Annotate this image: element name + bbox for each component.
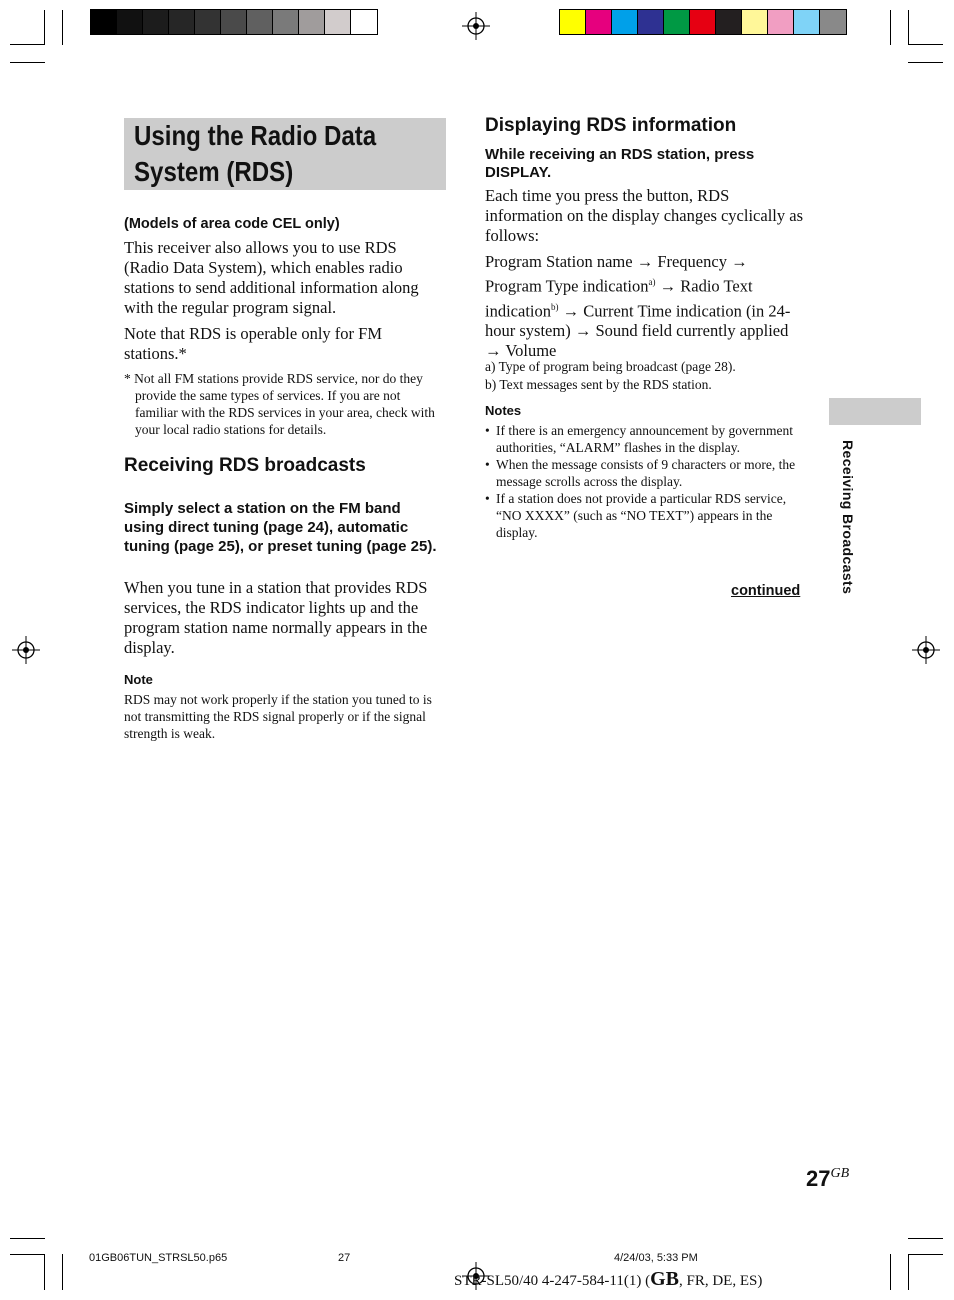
color-swatch [325, 10, 351, 34]
color-swatch [638, 10, 664, 34]
color-swatch [221, 10, 247, 34]
color-swatch [742, 10, 768, 34]
color-swatch [91, 10, 117, 34]
instruction-step-right: While receiving an RDS station, press DISPLAY. [485, 146, 755, 181]
footer-filename: 01GB06TUN_STRSL50.p65 [89, 1252, 228, 1264]
color-swatch [560, 10, 586, 34]
page-title: Using the Radio Data System (RDS) [134, 120, 377, 187]
footnote-b: b) Text messages sent by the RDS station. [485, 377, 712, 392]
color-swatch [690, 10, 716, 34]
chapter-label: Receiving Broadcasts [840, 440, 856, 595]
color-swatch [169, 10, 195, 34]
color-swatch [273, 10, 299, 34]
color-swatch [612, 10, 638, 34]
intro-paragraph: This receiver also allows you to use RDS (Radio Data System), which enables radio stations to send additional information along with the regular program signal. [124, 238, 419, 317]
grayscale-bar [90, 9, 378, 35]
body-paragraph: When you tune in a station that provides RDS services, the RDS indicator lights up and the program station name normally appears in the display. [124, 578, 428, 657]
color-swatch [664, 10, 690, 34]
color-swatch [117, 10, 143, 34]
section-heading: Receiving RDS broadcasts [124, 455, 366, 476]
color-swatch [195, 10, 221, 34]
color-swatch [351, 10, 377, 34]
color-swatch [299, 10, 325, 34]
page-number: 27GB [806, 1166, 850, 1191]
color-swatch [794, 10, 820, 34]
color-swatch [586, 10, 612, 34]
footnote: * Not all FM stations provide RDS service, nor do they provide the same types of services. If you are not familiar with the RDS services in your area, check with your local radio stations for details. [124, 371, 435, 437]
section-title-box [124, 118, 446, 190]
note-heading: Note [124, 672, 153, 687]
color-swatch [820, 10, 846, 34]
footer-page: 27 [338, 1252, 351, 1264]
footer-datetime: 4/24/03, 5:33 PM [614, 1252, 698, 1264]
side-tab [829, 398, 921, 425]
instruction-step: Simply select a station on the FM band using direct tuning (page 24), automatic tuning (page 25), or preset tuning (page 25). [124, 500, 437, 555]
note-text: RDS may not work properly if the station you tuned to is not transmitting the RDS signal properly or if the signal strength is weak. [124, 692, 432, 741]
color-swatch [768, 10, 794, 34]
note-item: • If a station does not provide a particular RDS service, “NO XXXX” (such as “NO TEXT”) appears in the display. [485, 490, 807, 541]
notes-heading: Notes [485, 403, 522, 418]
note-item: • When the message consists of 9 characters or more, the message scrolls across the display. [485, 456, 807, 490]
footnote-a: a) Type of program being broadcast (page 28). [485, 359, 736, 374]
color-swatch [247, 10, 273, 34]
section-heading-right: Displaying RDS information [485, 115, 737, 136]
footer-model: STR-SL50/40 4-247-584-11(1) (GB, FR, DE, ES) [454, 1268, 763, 1290]
color-swatch [716, 10, 742, 34]
registration-crosshair-icon [912, 636, 940, 664]
rds-cycle-sequence: Program Station name → Frequency → Program Type indication$^{a)}$ → Radio Text indication$^{b)}$ → Current Time indication (in 24-hour system) → Sound field currently applied → Volume [485, 252, 791, 360]
color-bar [559, 9, 847, 35]
color-swatch [143, 10, 169, 34]
continued-label: continued [731, 583, 801, 599]
notes-list [485, 422, 807, 541]
intro-note-paragraph: Note that RDS is operable only for FM stations.* [124, 324, 383, 363]
models-note: (Models of area code CEL only) [124, 216, 340, 232]
note-item: • If there is an emergency announcement by government authorities, “ALARM” flashes in the display. [485, 422, 807, 456]
registration-crosshair-icon [12, 636, 40, 664]
body-paragraph-right: Each time you press the button, RDS information on the display changes cyclically as follows: [485, 186, 803, 245]
registration-crosshair-icon [462, 12, 490, 40]
